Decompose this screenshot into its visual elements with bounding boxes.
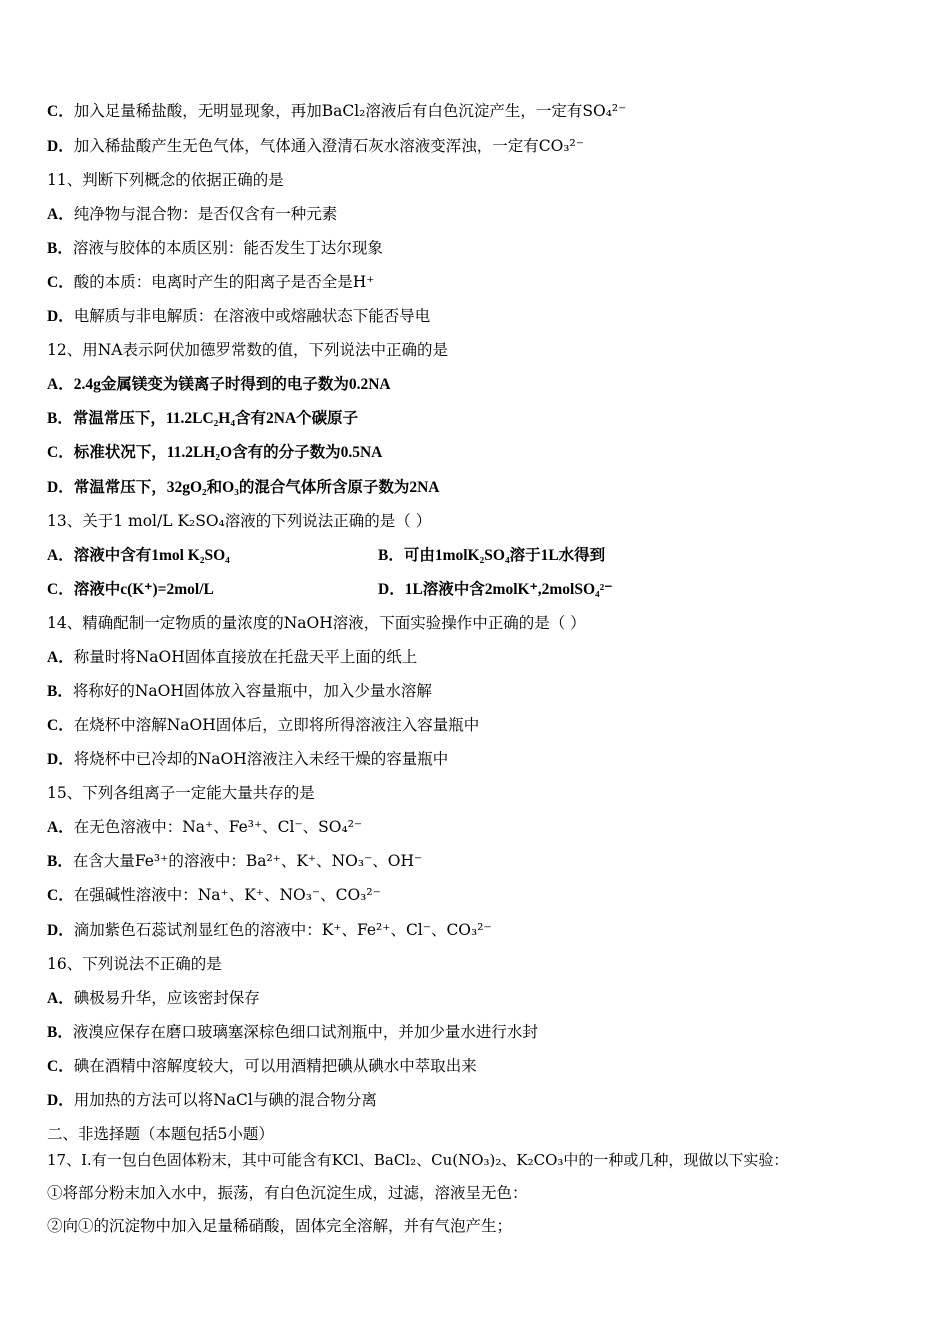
q13-options-row-1	[47, 545, 927, 566]
q13-option-a: A．溶液中含有1mol K₂SO₄	[47, 547, 230, 564]
q12-option-c: C．标准状况下，11.2LH₂O含有的分子数为0.5NA	[47, 444, 383, 461]
q16-option-d: D．用加热的方法可以将NaCl与碘的混合物分离	[47, 1091, 377, 1109]
q12-option-b: B．常温常压下，11.2LC₂H₄含有2NA个碳原子	[47, 410, 359, 427]
q13-option-c: C．溶液中c(K⁺)=2mol/L	[47, 581, 214, 598]
q17-step-2: ②向①的沉淀物中加入足量稀硝酸，固体完全溶解，并有气泡产生；	[47, 1217, 513, 1235]
q16-option-b: B．液溴应保存在磨口玻璃塞深棕色细口试剂瓶中，并加少量水进行水封	[47, 1023, 538, 1041]
q17-stem: 17、Ⅰ.有一包白色固体粉末，其中可能含有KCl、BaCl₂、Cu(NO₃)₂、K₂CO₃中的一种或几种，现做以下实验：	[47, 1151, 789, 1169]
q10-option-d: D．加入稀盐酸产生无色气体，气体通入澄清石灰水溶液变浑浊，一定有CO₃²⁻	[47, 137, 584, 155]
q13-option-b: B．可由1molK₂SO₄溶于1L水得到	[378, 547, 606, 564]
q16-option-a: A．碘极易升华，应该密封保存	[47, 989, 260, 1007]
q10-option-c: C．加入足量稀盐酸，无明显现象，再加BaCl₂溶液后有白色沉淀产生，一定有SO₄²⁻	[47, 102, 627, 120]
q11-stem: 11、判断下列概念的依据正确的是	[47, 171, 284, 189]
q14-option-c: C．在烧杯中溶解NaOH固体后，立即将所得溶液注入容量瓶中	[47, 716, 480, 734]
q14-option-d: D．将烧杯中已冷却的NaOH溶液注入未经干燥的容量瓶中	[47, 750, 449, 768]
q13-option-d: D．1L溶液中含2molK⁺,2molSO₄²⁻	[378, 581, 613, 598]
q15-option-d: D．滴加紫色石蕊试剂显红色的溶液中：K⁺、Fe²⁺、Cl⁻、CO₃²⁻	[47, 921, 492, 939]
q15-option-a: A．在无色溶液中：Na⁺、Fe³⁺、Cl⁻、SO₄²⁻	[47, 818, 363, 836]
q12-option-d: D．常温常压下，32gO₂和O₃的混合气体所含原子数为2NA	[47, 479, 440, 496]
q16-option-c: C．碘在酒精中溶解度较大，可以用酒精把碘从碘水中萃取出来	[47, 1057, 477, 1075]
q11-option-b: B．溶液与胶体的本质区别：能否发生丁达尔现象	[47, 239, 383, 257]
q11-option-a: A．纯净物与混合物：是否仅含有一种元素	[47, 205, 338, 223]
q12-stem: 12、用NA表示阿伏加德罗常数的值，下列说法中正确的是	[47, 341, 448, 359]
q16-stem: 16、下列说法不正确的是	[47, 955, 222, 973]
q13-options-row-2	[47, 579, 927, 600]
q13-stem: 13、关于1 mol/L K₂SO₄溶液的下列说法正确的是（ ）	[47, 512, 432, 530]
q14-stem: 14、精确配制一定物质的量浓度的NaOH溶液，下面实验操作中正确的是（ ）	[47, 614, 586, 632]
q15-option-b: B．在含大量Fe³⁺的溶液中：Ba²⁺、K⁺、NO₃⁻、OH⁻	[47, 852, 423, 870]
section-heading: 二、非选择题（本题包括5小题）	[47, 1125, 274, 1143]
q11-option-c: C．酸的本质：电离时产生的阳离子是否全是H⁺	[47, 273, 375, 291]
q15-stem: 15、下列各组离子一定能大量共存的是	[47, 784, 315, 802]
q14-option-b: B．将称好的NaOH固体放入容量瓶中，加入少量水溶解	[47, 682, 432, 700]
q17-step-1: ①将部分粉末加入水中，振荡，有白色沉淀生成，过滤，溶液呈无色：	[47, 1184, 528, 1202]
q14-option-a: A．称量时将NaOH固体直接放在托盘天平上面的纸上	[47, 648, 418, 666]
q11-option-d: D．电解质与非电解质：在溶液中或熔融状态下能否导电	[47, 307, 431, 325]
q15-option-c: C．在强碱性溶液中：Na⁺、K⁺、NO₃⁻、CO₃²⁻	[47, 886, 381, 904]
q12-option-a: A．2.4g金属镁变为镁离子时得到的电子数为0.2NA	[47, 376, 391, 393]
